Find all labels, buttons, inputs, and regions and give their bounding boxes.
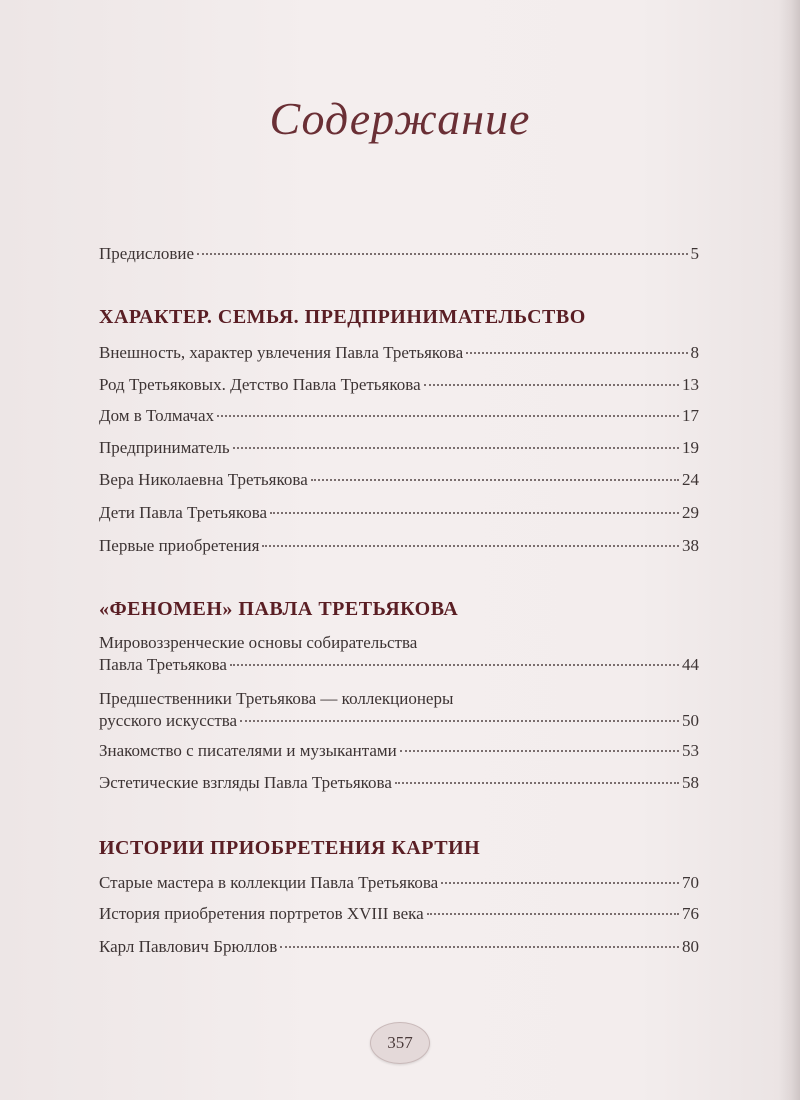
toc-entry-label: Знакомство с писателями и музыкантами bbox=[99, 741, 397, 760]
toc-entry-page: 5 bbox=[690, 244, 699, 263]
page-title: Содержание bbox=[269, 93, 531, 144]
toc-entry-label: Эстетические взгляды Павла Третьякова bbox=[99, 773, 392, 792]
toc-entry-label: Старые мастера в коллекции Павла Третьякова bbox=[99, 873, 439, 892]
toc-entry[interactable] bbox=[99, 469, 699, 491]
dot-leader bbox=[262, 545, 679, 547]
toc-entry-page: 17 bbox=[682, 406, 699, 425]
toc-entry[interactable] bbox=[99, 405, 699, 427]
toc-entry-page: 76 bbox=[682, 904, 699, 923]
toc-entry[interactable] bbox=[99, 872, 699, 894]
toc-entry[interactable] bbox=[99, 502, 699, 524]
dot-leader bbox=[270, 512, 679, 514]
dot-leader bbox=[466, 352, 687, 354]
toc-entry-page: 80 bbox=[682, 937, 699, 956]
toc-entry-page: 8 bbox=[690, 343, 699, 362]
toc-entry-label-line1: Предшественники Третьякова — коллекционеры bbox=[99, 689, 454, 708]
toc-entry[interactable] bbox=[99, 740, 699, 762]
toc-entry-label: Первые приобретения bbox=[99, 536, 260, 555]
toc-entry-page: 44 bbox=[682, 655, 699, 674]
dot-leader bbox=[311, 479, 679, 481]
toc-entry-label: Род Третьяковых. Детство Павла Третьякова bbox=[99, 375, 421, 394]
dot-leader bbox=[230, 664, 679, 666]
section-heading: ХАРАКТЕР. СЕМЬЯ. ПРЕДПРИНИМАТЕЛЬСТВО bbox=[99, 306, 586, 328]
toc-entry-page: 38 bbox=[682, 536, 699, 555]
section-heading: ИСТОРИИ ПРИОБРЕТЕНИЯ КАРТИН bbox=[99, 837, 481, 859]
toc-entry[interactable] bbox=[99, 772, 699, 794]
page-number: 357 bbox=[387, 1033, 413, 1052]
toc-entry-label: Карл Павлович Брюллов bbox=[99, 937, 278, 956]
toc-entry-label: Внешность, характер увлечения Павла Третьякова bbox=[99, 343, 464, 362]
toc-entry-label: Предприниматель bbox=[99, 438, 230, 457]
page-edge-shadow bbox=[778, 0, 800, 1100]
toc-entry-label: русского искусства bbox=[99, 711, 238, 730]
dot-leader bbox=[427, 913, 679, 915]
toc-entry-label: Дети Павла Третьякова bbox=[99, 503, 268, 522]
toc-entry[interactable] bbox=[99, 374, 699, 396]
dot-leader bbox=[400, 750, 679, 752]
dot-leader bbox=[197, 253, 687, 255]
dot-leader bbox=[240, 720, 679, 722]
toc-entry[interactable] bbox=[99, 437, 699, 459]
toc-entry-label-line1: Мировоззренческие основы собирательства bbox=[99, 633, 418, 652]
toc-entry[interactable] bbox=[99, 688, 699, 732]
toc-entry[interactable] bbox=[99, 535, 699, 557]
section-heading: «ФЕНОМЕН» ПАВЛА ТРЕТЬЯКОВА bbox=[99, 598, 459, 620]
toc-entry-label: Павла Третьякова bbox=[99, 655, 227, 674]
toc-entry-page: 70 bbox=[682, 873, 699, 892]
toc-entry-page: 13 bbox=[682, 375, 699, 394]
toc-entry[interactable] bbox=[99, 936, 699, 958]
toc-entry-label: История приобретения портретов XVIII века bbox=[99, 904, 424, 923]
toc-entry[interactable] bbox=[99, 903, 699, 925]
toc-entry[interactable] bbox=[99, 342, 699, 364]
toc-entry-page: 19 bbox=[682, 438, 699, 457]
toc-entry-label: Предисловие bbox=[99, 244, 195, 263]
toc-entry-label: Дом в Толмачах bbox=[99, 406, 215, 425]
toc-entry-page: 24 bbox=[682, 470, 699, 489]
dot-leader bbox=[424, 384, 679, 386]
toc-entry-page: 50 bbox=[682, 711, 699, 730]
toc-entry-page: 29 bbox=[682, 503, 699, 522]
toc-entry-label: Вера Николаевна Третьякова bbox=[99, 470, 308, 489]
dot-leader bbox=[441, 882, 679, 884]
toc-entry[interactable] bbox=[99, 632, 699, 676]
dot-leader bbox=[280, 946, 679, 948]
toc-entry-page: 58 bbox=[682, 773, 699, 792]
toc-entry-page: 53 bbox=[682, 741, 699, 760]
dot-leader bbox=[233, 447, 679, 449]
page-number-badge bbox=[370, 1022, 430, 1064]
toc-entry-preface[interactable] bbox=[99, 243, 699, 265]
dot-leader bbox=[217, 415, 679, 417]
dot-leader bbox=[395, 782, 679, 784]
